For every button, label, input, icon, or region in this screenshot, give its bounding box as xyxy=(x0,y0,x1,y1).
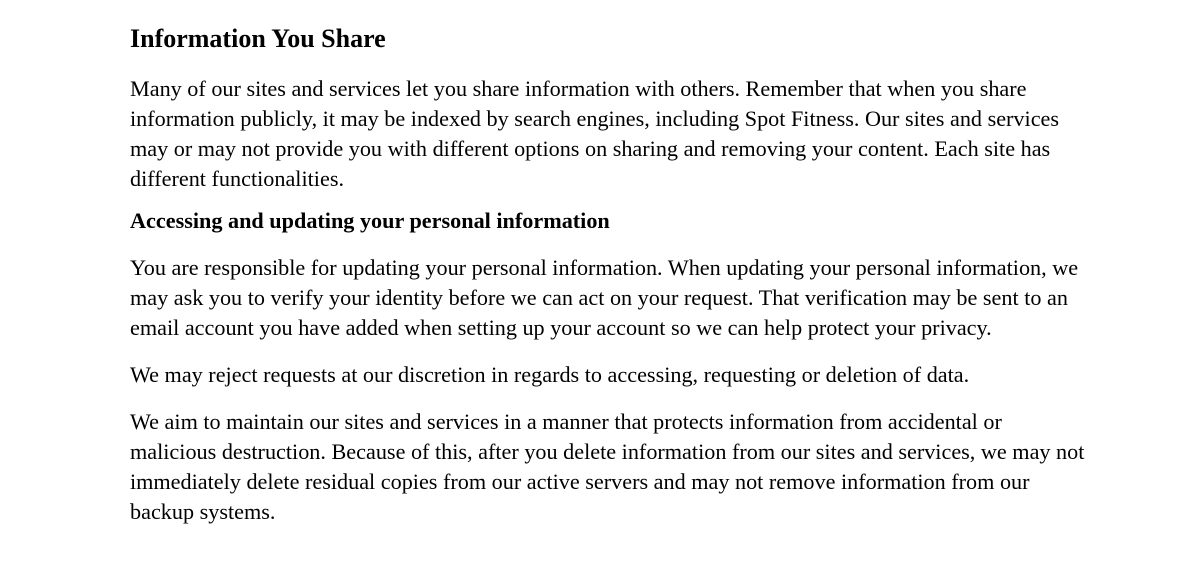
document-content xyxy=(130,0,1090,527)
paragraph-data-retention: We aim to maintain our sites and services in a manner that protects information from accidental or malicious destruction. Because of this, after you delete information from our sites and services, we may not immediately delete residual copies from our active servers and may not remove information from our backup systems. xyxy=(130,409,1085,524)
paragraph-reject-requests: We may reject requests at our discretion in regards to accessing, requesting or deletion of data. xyxy=(130,362,970,387)
intro-paragraph: Many of our sites and services let you share information with others. Remember that when you share information publicly, it may be indexed by search engines, including Spot Fitness. Our sites and services may or may not provide you with different options on sharing and removing your content. Each site has different functionalities. xyxy=(130,76,1060,191)
paragraph-responsibility: You are responsible for updating your personal information. When updating your personal information, we may ask you to verify your identity before we can act on your request. That verification may be sent to an email account you have added when setting up your account so we can help protect your privacy. xyxy=(130,255,1079,340)
subsection-heading: Accessing and updating your personal information xyxy=(130,208,610,233)
section-heading: Information You Share xyxy=(130,24,386,53)
